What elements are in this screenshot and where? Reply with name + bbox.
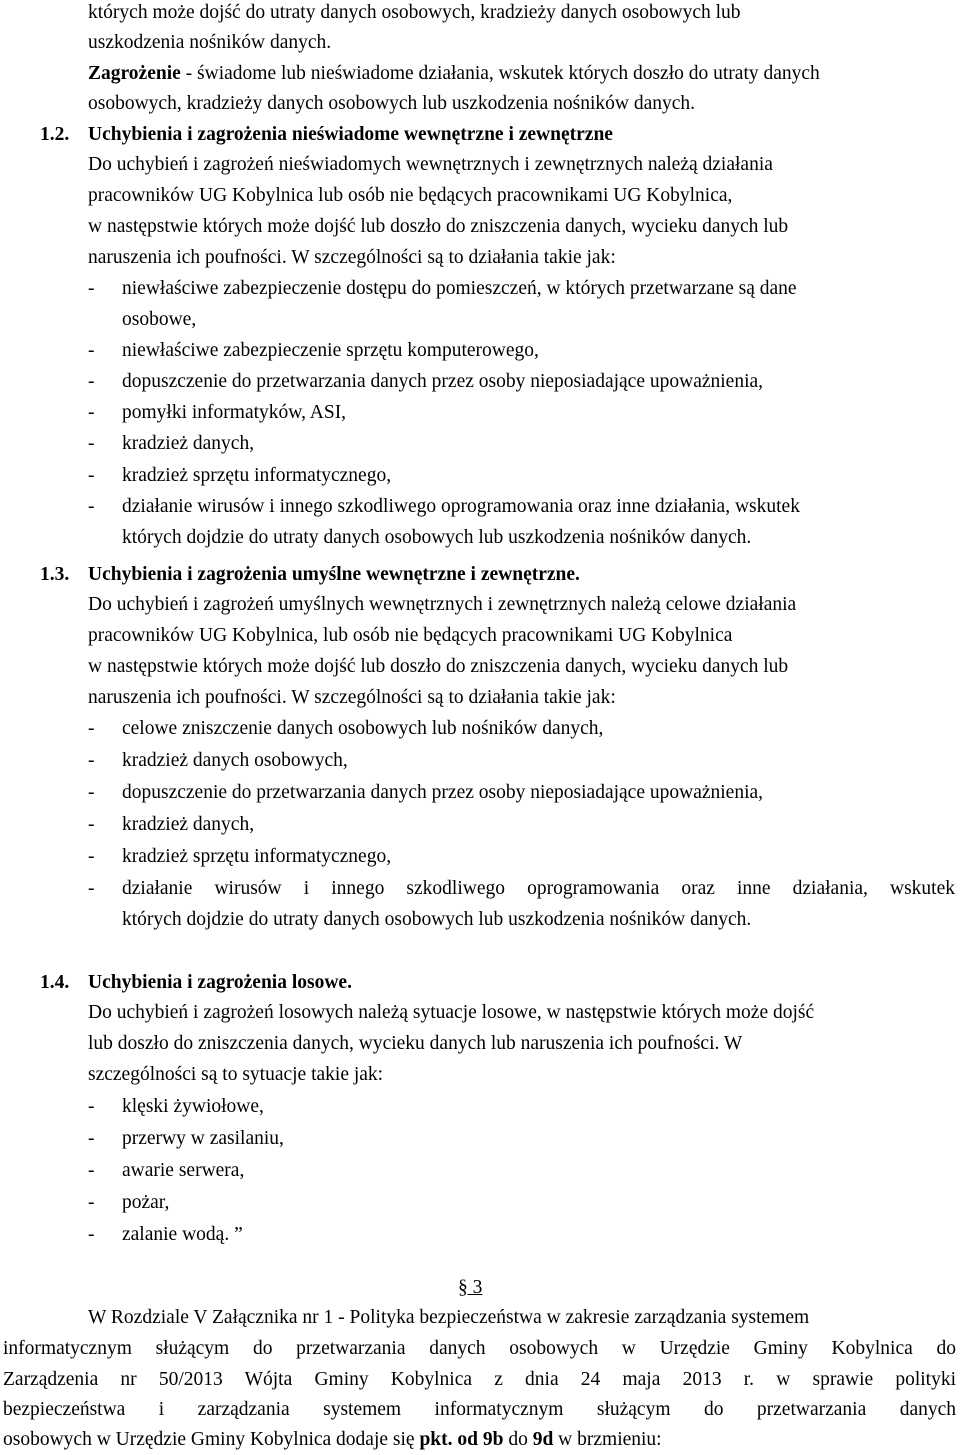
s12-item-7: działanie wirusów i innego szkodliwego oprogramowania oraz inne działania, wskutek <box>122 496 800 517</box>
list-dash: - <box>88 750 95 771</box>
list-dash: - <box>88 371 95 392</box>
list-dash: - <box>88 465 95 486</box>
list-dash: - <box>88 1128 95 1149</box>
closing-quote: ” <box>234 1224 243 1245</box>
top-line-4: osobowych, kradzieży danych osobowych lub uszkodzenia nośników danych. <box>88 93 696 114</box>
s3-bold-range-end: 9d <box>532 1429 554 1450</box>
s3-line-3: Zarządzenia nr 50/2013 Wójta Gminy Kobylnica z dnia 24 maja 2013 r. w sprawie polityki <box>3 1369 956 1390</box>
top-line-2: uszkodzenia nośników danych. <box>88 32 332 53</box>
section-number-1-2: 1.2. <box>40 124 70 145</box>
s14-item-5 <box>122 1220 243 1250</box>
s13-item-1: celowe zniszczenie danych osobowych lub nośników danych, <box>122 718 604 739</box>
s13-item-2: kradzież danych osobowych, <box>122 750 348 771</box>
s12-item-4: pomyłki informatyków, ASI, <box>122 402 347 423</box>
section-number-1-4: 1.4. <box>40 972 70 993</box>
list-dash: - <box>88 878 95 899</box>
s12-item-1: niewłaściwe zabezpieczenie dostępu do pomieszczeń, w których przetwarzane są dane <box>122 278 797 299</box>
paragraph-symbol-heading: § 3 <box>458 1277 483 1298</box>
list-dash: - <box>88 846 95 867</box>
s3-line-5-post: w brzmieniu: <box>553 1429 662 1450</box>
zagrozenie-definition <box>88 59 820 89</box>
s14-item-2: przerwy w zasilaniu, <box>122 1128 284 1149</box>
s12-item-6: kradzież sprzętu informatycznego, <box>122 465 392 486</box>
s14-para-line-1: Do uchybień i zagrożeń losowych należą sytuacje losowe, w następstwie których może dojść <box>88 1002 815 1023</box>
list-dash: - <box>88 782 95 803</box>
s13-item-4: kradzież danych, <box>122 814 255 835</box>
s12-item-1-cont: osobowe, <box>122 309 197 330</box>
s14-item-5-text: zalanie wodą. <box>122 1224 230 1245</box>
s3-line-4: bezpieczeństwa i zarządzania systemem informatycznym służącym do przetwarzania danych <box>3 1399 956 1420</box>
list-dash: - <box>88 814 95 835</box>
section-heading-1-3: Uchybienia i zagrożenia umyślne wewnętrzne i zewnętrzne. <box>88 564 580 585</box>
s13-item-3: dopuszczenie do przetwarzania danych przez osoby nieposiadające upoważnienia, <box>122 782 764 803</box>
section-number-1-3: 1.3. <box>40 564 70 585</box>
list-dash: - <box>88 1096 95 1117</box>
s13-item-6-cont: których dojdzie do utraty danych osobowych lub uszkodzenia nośników danych. <box>122 909 752 930</box>
list-dash: - <box>88 340 95 361</box>
s14-item-1: klęski żywiołowe, <box>122 1096 264 1117</box>
s14-item-4: pożar, <box>122 1192 170 1213</box>
section-heading-1-4: Uchybienia i zagrożenia losowe. <box>88 972 352 993</box>
list-dash: - <box>88 1160 95 1181</box>
s13-para-line-4: naruszenia ich poufności. W szczególności są to działania takie jak: <box>88 687 616 708</box>
s13-item-6: działanie wirusów i innego szkodliwego oprogramowania oraz inne działania, wskutek <box>122 878 955 899</box>
s3-line-1: W Rozdziale V Załącznika nr 1 - Polityka bezpieczeństwa w zakresie zarządzania systemem <box>88 1307 810 1328</box>
list-dash: - <box>88 433 95 454</box>
s12-para-line-1: Do uchybień i zagrożeń nieświadomych wewnętrznych i zewnętrznych należą działania <box>88 154 773 175</box>
top-line-1: których może dojść do utraty danych osobowych, kradzieży danych osobowych lub <box>88 2 741 23</box>
s12-para-line-3: w następstwie których może dojść lub doszło do zniszczenia danych, wycieku danych lub <box>88 216 789 237</box>
s12-para-line-2: pracowników UG Kobylnica lub osób nie będących pracownikami UG Kobylnica, <box>88 185 733 206</box>
s12-item-3: dopuszczenie do przetwarzania danych przez osoby nieposiadające upoważnienia, <box>122 371 764 392</box>
s14-para-line-2: lub doszło do zniszczenia danych, wycieku danych lub naruszenia ich poufności. W <box>88 1033 743 1054</box>
s14-para-line-3: szczególności są to sytuacje takie jak: <box>88 1064 384 1085</box>
s13-para-line-2: pracowników UG Kobylnica, lub osób nie będących pracownikami UG Kobylnica <box>88 625 733 646</box>
s12-item-5: kradzież danych, <box>122 433 255 454</box>
s3-bold-range-start: pkt. od 9b <box>419 1429 504 1450</box>
list-dash: - <box>88 1224 95 1245</box>
s12-para-line-4: naruszenia ich poufności. W szczególności są to działania takie jak: <box>88 247 616 268</box>
list-dash: - <box>88 496 95 517</box>
s13-para-line-1: Do uchybień i zagrożeń umyślnych wewnętrznych i zewnętrznych należą celowe działania <box>88 594 797 615</box>
s3-line-5-mid: do <box>503 1429 533 1450</box>
s14-item-3: awarie serwera, <box>122 1160 245 1181</box>
list-dash: - <box>88 402 95 423</box>
s3-line-2: informatycznym służącym do przetwarzania danych osobowych w Urzędzie Gminy Kobylnica do <box>3 1338 956 1359</box>
zagrozenie-text: - świadome lub nieświadome działania, wskutek których doszło do utraty danych <box>180 63 820 84</box>
s13-item-5: kradzież sprzętu informatycznego, <box>122 846 392 867</box>
list-dash: - <box>88 718 95 739</box>
s12-item-7-cont: których dojdzie do utraty danych osobowych lub uszkodzenia nośników danych. <box>122 527 752 548</box>
s3-line-5 <box>3 1425 662 1455</box>
s13-para-line-3: w następstwie których może dojść lub doszło do zniszczenia danych, wycieku danych lub <box>88 656 789 677</box>
s12-item-2: niewłaściwe zabezpieczenie sprzętu komputerowego, <box>122 340 539 361</box>
list-dash: - <box>88 1192 95 1213</box>
s3-line-5-pre: osobowych w Urzędzie Gminy Kobylnica dodaje się <box>3 1429 420 1450</box>
zagrozenie-term: Zagrożenie <box>88 63 181 84</box>
section-heading-1-2: Uchybienia i zagrożenia nieświadome wewnętrzne i zewnętrzne <box>88 124 613 145</box>
list-dash: - <box>88 278 95 299</box>
